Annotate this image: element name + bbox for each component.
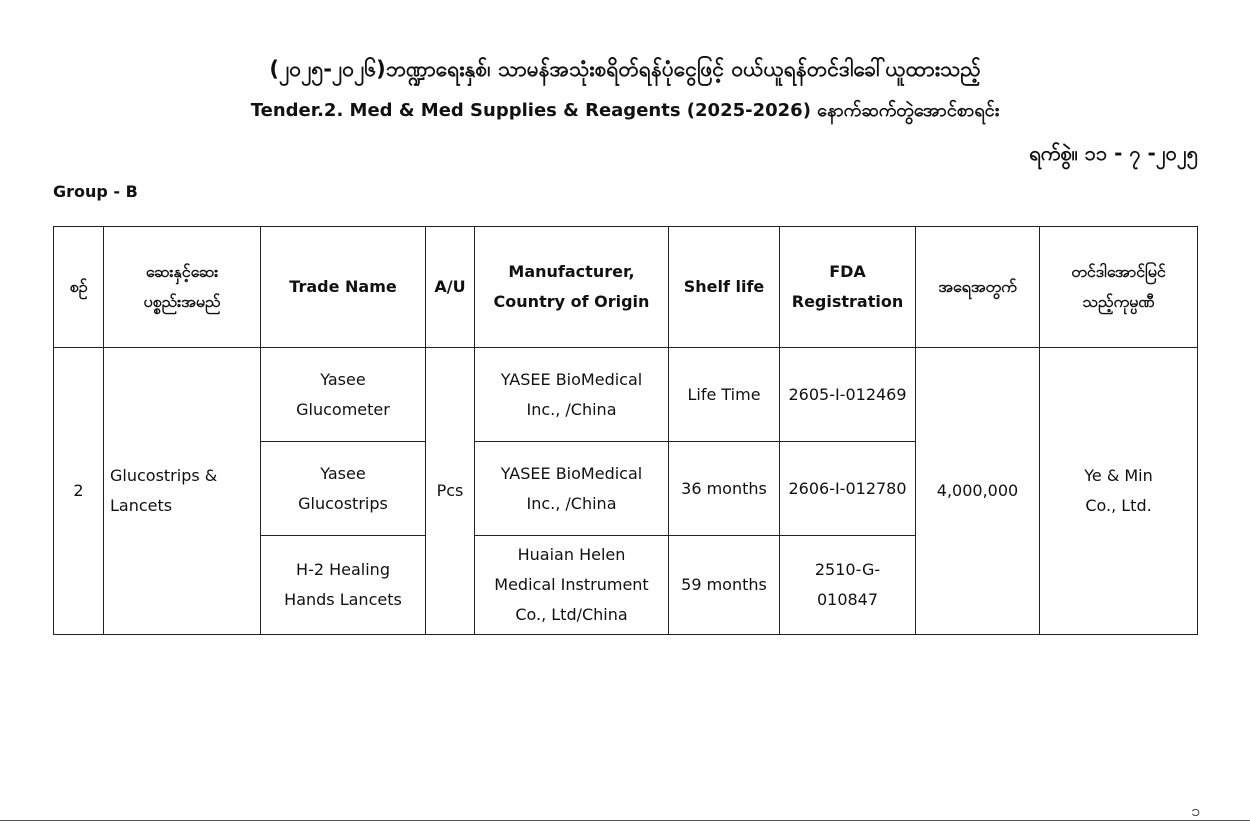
- cell-trade-name: Yasee Glucostrips: [261, 442, 426, 536]
- cell-winning-company: Ye & Min Co., Ltd.: [1040, 348, 1198, 635]
- header-fda-registration: FDA Registration: [780, 227, 916, 348]
- cell-trade-name: H-2 Healing Hands Lancets: [261, 536, 426, 635]
- table-header-row: [54, 227, 1198, 348]
- header-au: A/U: [426, 227, 475, 348]
- cell-quantity: 4,000,000: [916, 348, 1040, 635]
- cell-trade-name: Yasee Glucometer: [261, 348, 426, 442]
- table-row: [54, 348, 1198, 442]
- cell-fda-registration: 2510-G-010847: [780, 536, 916, 635]
- document-title-myanmar: (၂၀၂၅-၂၀၂၆)ဘဏ္ဍာရေးနှစ်၊ သာမန်အသုံးစရိတ်ရန်ပုံငွေဖြင့် ဝယ်ယူရန်တင်ဒါခေါ်ယူထားသည့်: [269, 57, 981, 81]
- header-quantity: အရေအတွက်: [916, 227, 1040, 348]
- header-trade-name: Trade Name: [261, 227, 426, 348]
- page-number: ၁: [1191, 801, 1200, 820]
- cell-fda-registration: 2605-I-012469: [780, 348, 916, 442]
- document-date: ရက်စွဲ။ ၁၁ - ၇ -၂၀၂၅: [1029, 141, 1198, 165]
- header-item-name: ဆေးနှင့်ဆေး ပစ္စည်းအမည်: [104, 227, 261, 348]
- header-no: စဉ်: [54, 227, 104, 348]
- cell-shelf-life: 59 months: [669, 536, 780, 635]
- cell-au: Pcs: [426, 348, 475, 635]
- group-label: Group - B: [53, 182, 138, 201]
- tender-results-table: [53, 226, 1198, 635]
- cell-shelf-life: 36 months: [669, 442, 780, 536]
- header-shelf-life: Shelf life: [669, 227, 780, 348]
- document-title-english: Tender.2. Med & Med Supplies & Reagents (2025-2026) နောက်ဆက်တွဲအောင်စာရင်း: [250, 100, 1000, 121]
- cell-item-name: Glucostrips & Lancets: [104, 348, 261, 635]
- header-manufacturer: Manufacturer, Country of Origin: [475, 227, 669, 348]
- cell-manufacturer: Huaian Helen Medical Instrument Co., Ltd/China: [475, 536, 669, 635]
- cell-fda-registration: 2606-I-012780: [780, 442, 916, 536]
- cell-shelf-life: Life Time: [669, 348, 780, 442]
- cell-no: 2: [54, 348, 104, 635]
- cell-manufacturer: YASEE BioMedical Inc., /China: [475, 442, 669, 536]
- cell-manufacturer: YASEE BioMedical Inc., /China: [475, 348, 669, 442]
- header-winning-company: တင်ဒါအောင်မြင် သည့်ကုမ္ပဏီ: [1040, 227, 1198, 348]
- footer-divider: [0, 820, 1250, 821]
